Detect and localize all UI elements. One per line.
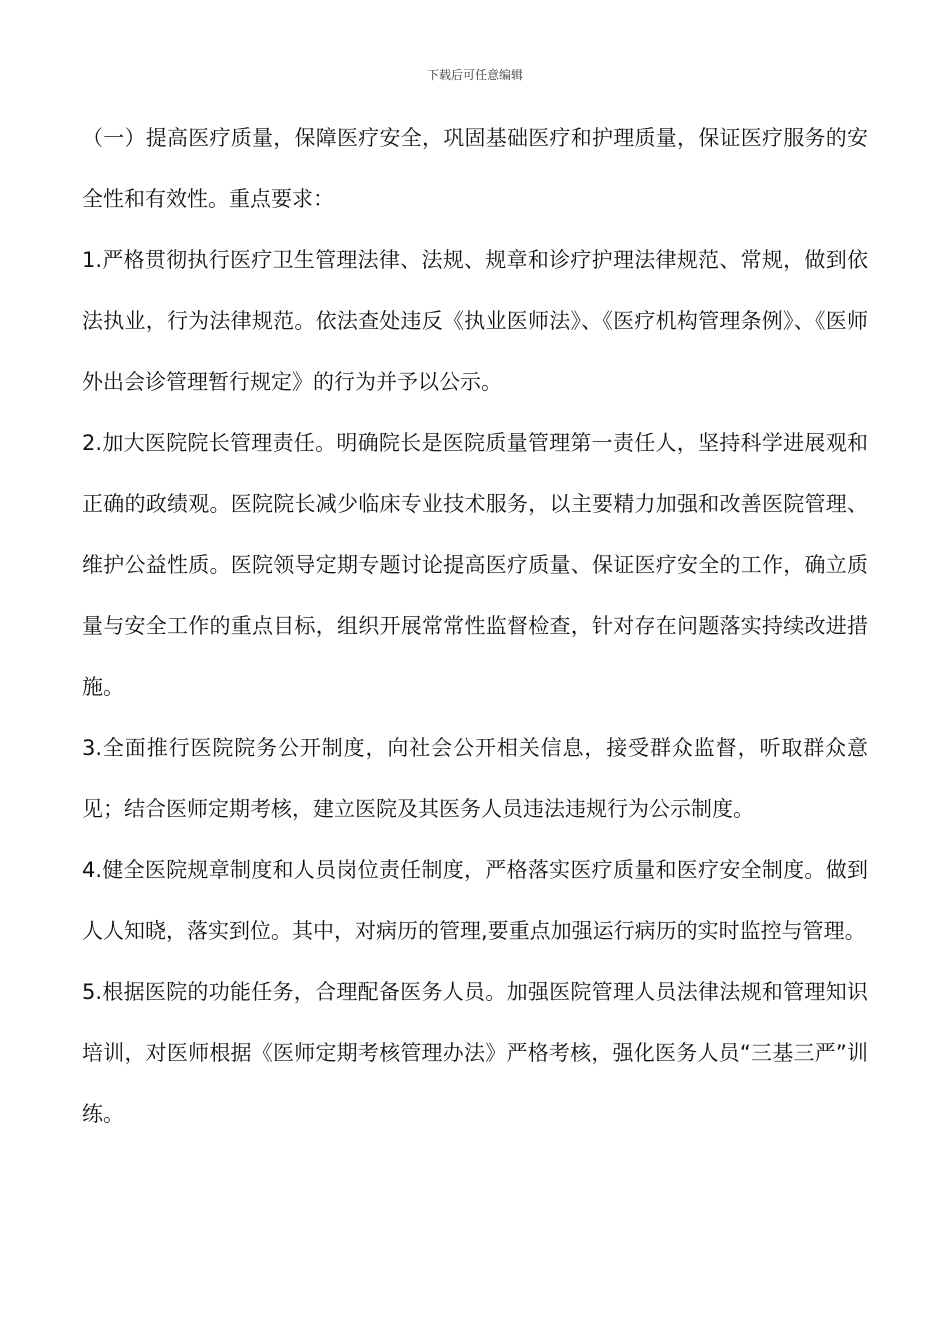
- paragraph-item-1: 1.严格贯彻执行医疗卫生管理法律、法规、规章和诊疗护理法律规范、常规，做到依法执业，行为法律规范。依法查处违反《执业医师法》、《医疗机构管理条例》、《医师外出会诊管理暂行规定》的行为并予以公示。: [82, 248, 868, 394]
- paragraph-item-3: 3.全面推行医院院务公开制度，向社会公开相关信息，接受群众监督，听取群众意见；结合医师定期考核，建立医院及其医务人员违法违规行为公示制度。: [82, 736, 868, 821]
- page-header: 下载后可任意编辑: [426, 68, 523, 82]
- paragraph-item-4: 4.健全医院规章制度和人员岗位责任制度，严格落实医疗质量和医疗安全制度。做到人人知晓，落实到位。其中，对病历的管理,要重点加强运行病历的实时监控与管理。: [82, 858, 868, 943]
- paragraph-item-5: 5.根据医院的功能任务，合理配备医务人员。加强医院管理人员法律法规和管理知识培训，对医师根据《医师定期考核管理办法》严格考核，强化医务人员“三基三严”训练。: [82, 980, 868, 1126]
- document-body: [82, 108, 868, 1145]
- paragraph-item-2: 2.加大医院院长管理责任。明确院长是医院质量管理第一责任人，坚持科学进展观和正确的政绩观。医院院长减少临床专业技术服务，以主要精力加强和改善医院管理、维护公益性质。医院领导定期专题讨论提高医疗质量、保证医疗安全的工作，确立质量与安全工作的重点目标，组织开展常常性监督检查，针对存在问题落实持续改进措施。: [82, 431, 868, 699]
- paragraph-intro: （一）提高医疗质量，保障医疗安全，巩固基础医疗和护理质量，保证医疗服务的安全性和有效性。重点要求：: [82, 126, 868, 211]
